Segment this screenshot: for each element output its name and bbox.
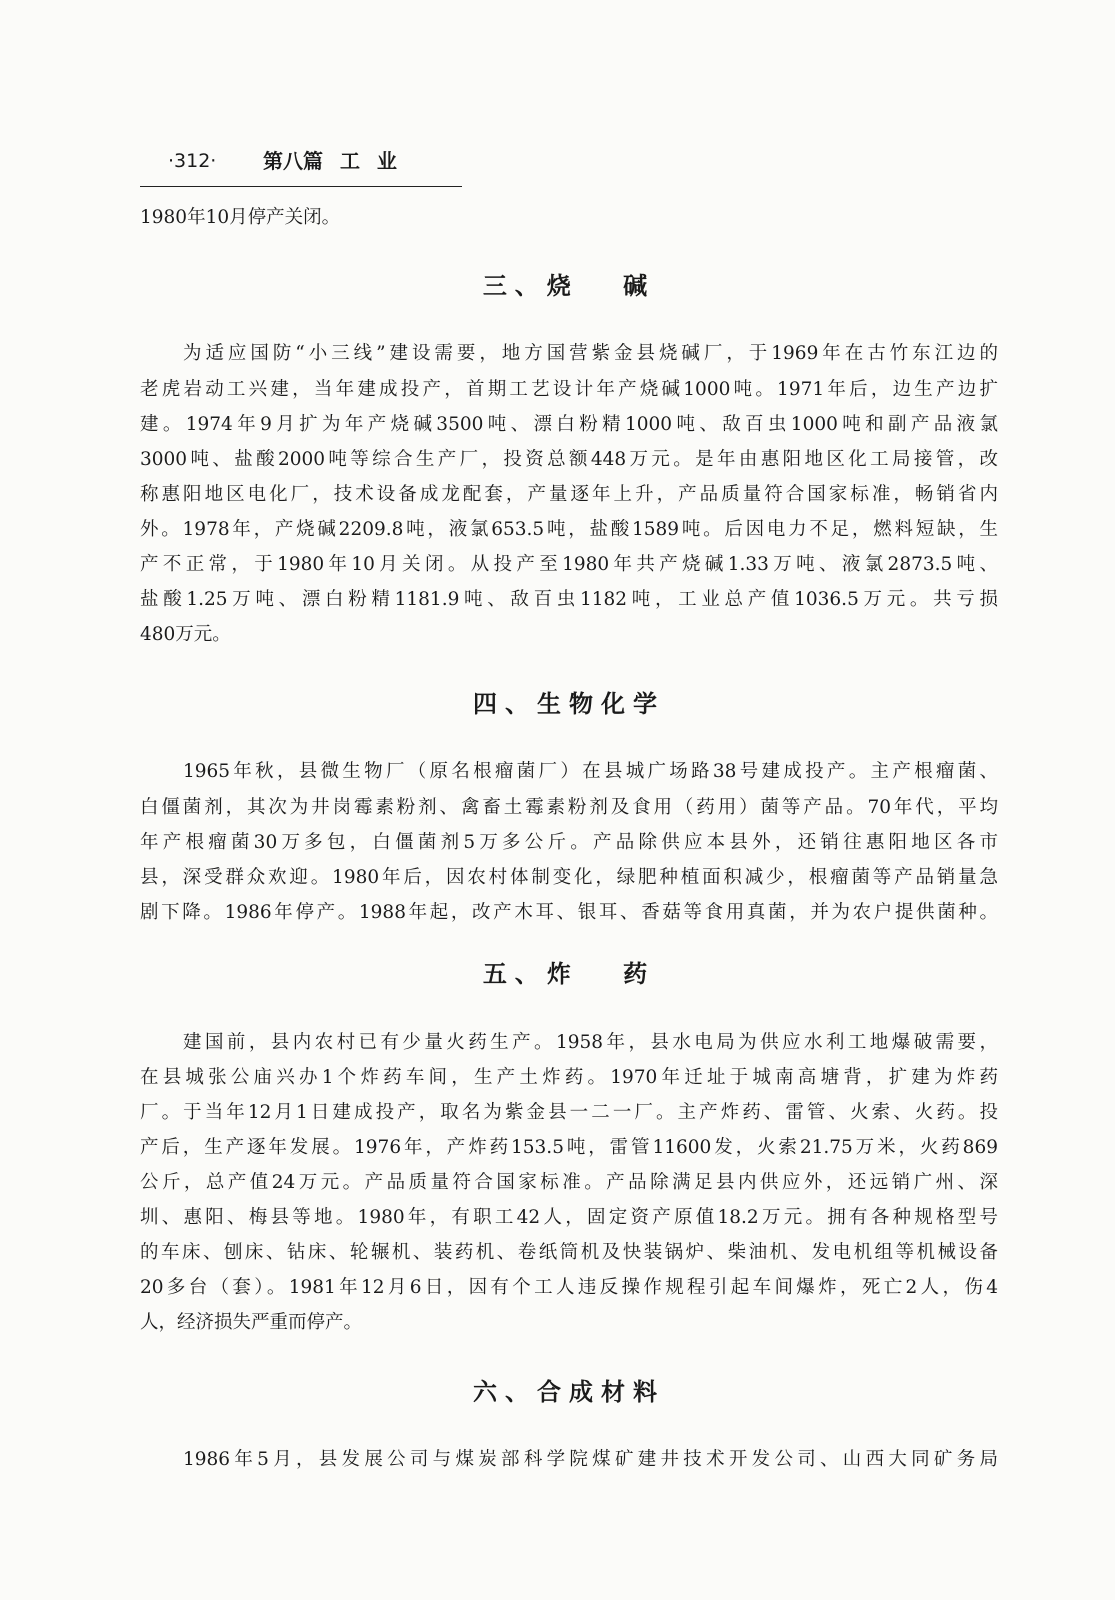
section-heading-biochemistry: 四、生物化学 xyxy=(473,690,665,718)
paragraph-line: 老虎岩动工兴建，当年建成投产，首期工艺设计年产烧碱1000吨。1971年后，边生产边扩 xyxy=(140,379,998,400)
paragraph-line: 在县城张公庙兴办1个炸药车间，生产土炸药。1970年迁址于城南高塘背，扩建为炸药 xyxy=(140,1067,998,1088)
paragraph-line: 外。1978年，产烧碱2209.8吨，液氯653.5吨，盐酸1589吨。后因电力不足，燃料短缺，生 xyxy=(140,519,998,540)
running-header xyxy=(140,146,462,187)
paragraph-line: 公斤，总产值24万元。产品质量符合国家标准。产品除满足县内供应外，还远销广州、深 xyxy=(140,1172,998,1193)
section-heading-explosives: 五、炸 药 xyxy=(482,960,656,988)
paragraph-line: 20多台（套）。1981年12月6日，因有个工人违反操作规程引起车间爆炸，死亡2人，伤4 xyxy=(140,1277,998,1298)
part-title: 第八篇 工 业 xyxy=(263,149,397,173)
paragraph-line: 剧下降。1986年停产。1988年起，改产木耳、银耳、香菇等食用真菌，并为农户提供菌种。 xyxy=(140,902,998,923)
paragraph-line: 的车床、刨床、钻床、轮辗机、装药机、卷纸筒机及快装锅炉、柴油机、发电机组等机械设备 xyxy=(140,1242,998,1263)
paragraph-line: 480万元。 xyxy=(140,624,231,645)
paragraph-line: 年产根瘤菌30万多包，白僵菌剂5万多公斤。产品除供应本县外，还销往惠阳地区各市 xyxy=(140,832,998,853)
paragraph-line: 厂。于当年12月1日建成投产，取名为紫金县一二一厂。主产炸药、雷管、火索、火药。投 xyxy=(140,1102,998,1123)
paragraph-line: 1986年5月，县发展公司与煤炭部科学院煤矿建井技术开发公司、山西大同矿务局 xyxy=(183,1449,998,1470)
page-number: ·312· xyxy=(168,150,217,172)
paragraph-line: 县，深受群众欢迎。1980年后，因农村体制变化，绿肥种植面积减少，根瘤菌等产品销量急 xyxy=(140,867,998,888)
continuation-text: 1980年10月停产关闭。 xyxy=(140,207,341,228)
paragraph-line: 建国前，县内农村已有少量火药生产。1958年，县水电局为供应水利工地爆破需要， xyxy=(183,1032,998,1053)
paragraph-line: 人，经济损失严重而停产。 xyxy=(140,1312,363,1333)
paragraph-line: 盐酸1.25万吨、漂白粉精1181.9吨、敌百虫1182吨，工业总产值1036.5万元。共亏损 xyxy=(140,589,998,610)
paragraph-line: 1965年秋，县微生物厂（原名根瘤菌厂）在县城广场路38号建成投产。主产根瘤菌、 xyxy=(183,761,998,782)
section-heading-synthetic-materials: 六、合成材料 xyxy=(473,1378,665,1406)
paragraph-line: 产不正常，于1980年10月关闭。从投产至1980年共产烧碱1.33万吨、液氯2873.5吨、 xyxy=(140,554,998,575)
paragraph-line: 建。1974年9月扩为年产烧碱3500吨、漂白粉精1000吨、敌百虫1000吨和副产品液氯 xyxy=(140,414,998,435)
paragraph-line: 白僵菌剂，其次为井岗霉素粉剂、禽畜土霉素粉剂及食用（药用）菌等产品。70年代，平均 xyxy=(140,797,998,818)
paragraph-line: 产后，生产逐年发展。1976年，产炸药153.5吨，雷管11600发，火索21.75万米，火药869 xyxy=(140,1137,998,1158)
paragraph-line: 称惠阳地区电化厂，技术设备成龙配套，产量逐年上升，产品质量符合国家标准，畅销省内 xyxy=(140,484,998,505)
paragraph-line: 为适应国防“小三线”建设需要，地方国营紫金县烧碱厂，于1969年在古竹东江边的 xyxy=(183,343,998,364)
paragraph-line: 圳、惠阳、梅县等地。1980年，有职工42人，固定资产原值18.2万元。拥有各种规格型号 xyxy=(140,1207,998,1228)
paragraph-line: 3000吨、盐酸2000吨等综合生产厂，投资总额448万元。是年由惠阳地区化工局接管，改 xyxy=(140,449,998,470)
section-heading-caustic-soda: 三、烧 碱 xyxy=(482,272,656,300)
